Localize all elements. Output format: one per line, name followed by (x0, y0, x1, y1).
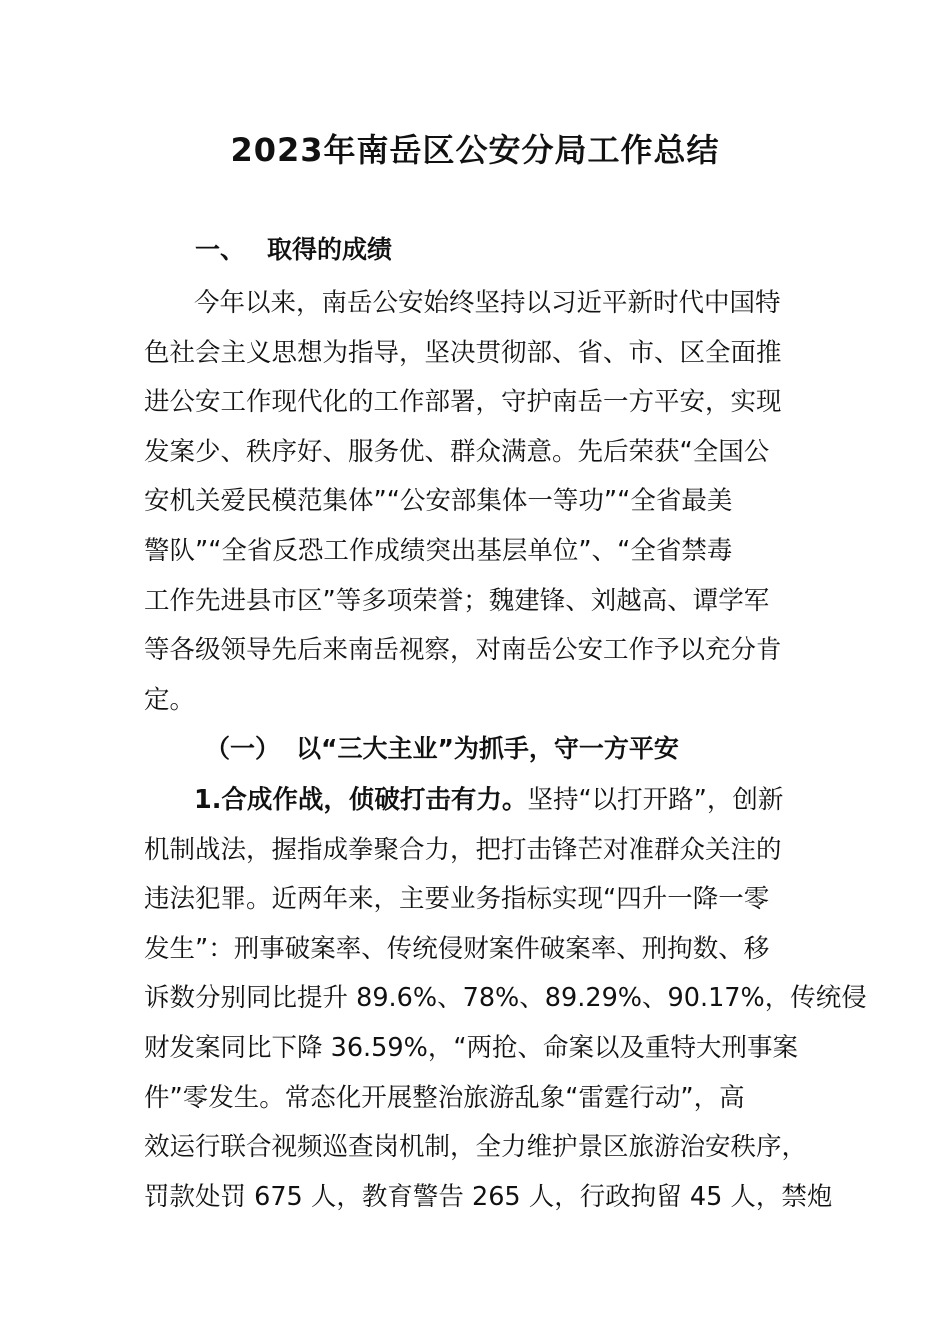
paragraph-line: 财发案同比下降 36.59%，“两抢、命案以及重特大刑事案 (144, 1032, 799, 1063)
paragraph-combat (144, 776, 867, 1222)
paragraph-line: 今年以来，南岳公安始终坚持以习近平新时代中国特 (194, 288, 781, 318)
item-lead-rest: 坚持“以打开路”，创新 (527, 785, 784, 815)
paragraph-line: 工作先进县市区”等多项荣誉；魏建锋、刘越高、谭学军 (144, 585, 770, 616)
paragraph-line: 违法犯罪。近两年来，主要业务指标实现“四升一降一零 (144, 884, 770, 915)
paragraph-line: 机制战法，握指成拳聚合力，把打击锋芒对准群众关注的 (144, 834, 782, 865)
paragraph-line: 效运行联合视频巡查岗机制，全力维护景区旅游治安秩序， (144, 1132, 808, 1163)
item-lead: 1.合成作战，侦破打击有力。 (194, 785, 528, 815)
section-heading-achievements (195, 232, 392, 268)
paragraph-line: 安机关爱民模范集体”“公安部集体一等功”“全省最美 (144, 486, 733, 517)
section-number: 一、 (195, 235, 246, 264)
paragraph-line: 罚款处罚 675 人，教育警告 265 人，行政拘留 45 人，禁炮 (144, 1181, 833, 1212)
paragraph-line: 进公安工作现代化的工作部署，守护南岳一方平安，实现 (144, 387, 782, 418)
paragraph-line: 定。 (144, 684, 196, 715)
paragraph-line (144, 776, 834, 826)
paragraph-line: 件”零发生。常态化开展整治旅游乱象“雷霆行动”，高 (144, 1082, 745, 1113)
paragraph-line: 发案少、秩序好、服务优、群众满意。先后荣获“全国公 (144, 436, 770, 467)
subsection-heading-text: 以“三大主业”为抓手，守一方平安 (296, 734, 679, 763)
subsection-number: （一） (205, 734, 281, 763)
paragraph-line: 等各级领导先后来南岳视察，对南岳公安工作予以充分肯 (144, 635, 782, 666)
section-heading-text: 取得的成绩 (267, 235, 393, 264)
subsection-heading (205, 730, 679, 768)
document-title: 2023年南岳区公安分局工作总结 (230, 131, 720, 169)
paragraph-line: 色社会主义思想为指导，坚决贯彻部、省、市、区全面推 (144, 337, 782, 368)
paragraph-line: 警队”“全省反恐工作成绩突出基层单位”、“全省禁毒 (144, 535, 733, 566)
paragraph-intro (144, 279, 834, 725)
paragraph-line: 诉数分别同比提升 89.6%、78%、89.29%、90.17%，传统侵 (144, 983, 867, 1014)
paragraph-line: 发生”：刑事破案率、传统侵财案件破案率、刑拘数、移 (144, 933, 770, 964)
